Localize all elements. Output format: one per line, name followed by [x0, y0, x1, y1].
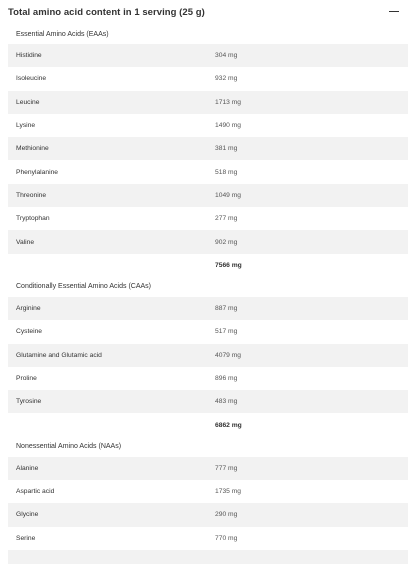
amino-acid-amount: 902 mg — [215, 238, 238, 246]
table-row — [8, 184, 408, 207]
table-row — [8, 137, 408, 160]
amino-acid-amount: 517 mg — [215, 328, 238, 336]
table-row — [8, 230, 408, 253]
amino-acid-name: Methionine — [16, 145, 49, 153]
amino-acid-amount: 483 mg — [215, 398, 238, 406]
table-row — [8, 503, 408, 526]
amino-acid-name: Serine — [16, 534, 36, 542]
amino-acid-name: Valine — [16, 238, 35, 246]
amino-acid-name: Isoleucine — [16, 75, 47, 83]
table-row — [8, 91, 408, 114]
table-row — [8, 297, 408, 320]
table-row-total — [8, 413, 408, 436]
amino-acid-amount: 1713 mg — [215, 98, 242, 106]
table-row — [8, 390, 408, 413]
amino-acid-amount: 304 mg — [215, 52, 238, 60]
table-row — [8, 44, 408, 67]
section-heading-eaas: Essential Amino Acids (EAAs) — [8, 24, 408, 44]
table-row — [8, 114, 408, 137]
amino-acid-name: Tryptophan — [16, 215, 50, 223]
amino-acid-amount: 1735 mg — [215, 488, 242, 496]
table-row — [8, 550, 408, 564]
amino-acid-name: Cysteine — [16, 328, 43, 336]
amino-acid-name: Glutamine and Glutamic acid — [16, 351, 102, 359]
table-row — [8, 160, 408, 183]
amino-acid-name: Lysine — [16, 122, 36, 130]
table-row-total — [8, 254, 408, 277]
total-amount: 6862 mg — [215, 421, 242, 429]
amino-acid-amount: 4079 mg — [215, 351, 242, 359]
section-heading-caas: Conditionally Essential Amino Acids (CAAs) — [8, 277, 408, 297]
amino-acid-amount: 518 mg — [215, 168, 238, 176]
table-row — [8, 480, 408, 503]
amino-acid-amount: 277 mg — [215, 215, 238, 223]
table-row — [8, 207, 408, 230]
amino-acid-amount: 887 mg — [215, 305, 238, 313]
amino-acid-amount: 896 mg — [215, 375, 238, 382]
accordion-header[interactable] — [0, 0, 416, 24]
table-row — [8, 527, 408, 550]
amino-acid-name: Phenylalanine — [16, 168, 59, 176]
table-row — [8, 344, 408, 367]
table-row — [8, 367, 408, 390]
amino-acid-name: Tyrosine — [16, 398, 42, 406]
amino-acid-amount: 381 mg — [215, 145, 238, 153]
minus-icon[interactable] — [388, 6, 400, 18]
amino-acid-name: Proline — [16, 375, 37, 382]
amino-acid-table — [8, 24, 408, 564]
amino-acid-amount: 770 mg — [215, 534, 238, 542]
amino-acid-name: Glycine — [16, 511, 39, 519]
amino-acid-name: Aspartic acid — [16, 488, 55, 496]
amino-acid-amount: 1049 mg — [215, 191, 242, 199]
amino-acid-name: Histidine — [16, 52, 42, 60]
total-amount: 7566 mg — [215, 261, 242, 269]
amino-acid-name: Alanine — [16, 464, 39, 472]
table-row — [8, 320, 408, 343]
section-heading-naas: Nonessential Amino Acids (NAAs) — [8, 437, 408, 457]
amino-acid-amount: 1490 mg — [215, 122, 242, 130]
amino-acid-name: Threonine — [16, 191, 47, 199]
table-row — [8, 67, 408, 90]
amino-acid-name: Leucine — [16, 98, 40, 106]
accordion-title: Total amino acid content in 1 serving (25 g) — [8, 6, 205, 18]
amino-acid-amount: 290 mg — [215, 511, 238, 519]
amino-acid-name: Arginine — [16, 305, 41, 313]
table-row — [8, 457, 408, 480]
amino-acid-amount: 777 mg — [215, 464, 238, 472]
amino-acid-amount: 932 mg — [215, 75, 238, 83]
